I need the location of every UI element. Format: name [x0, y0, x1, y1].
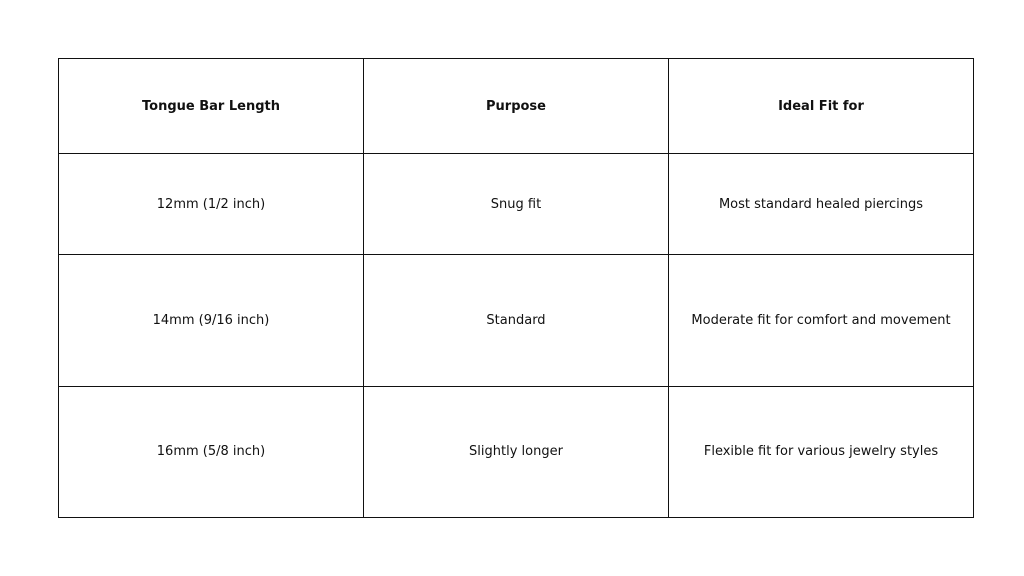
column-header-ideal-fit: Ideal Fit for: [669, 59, 974, 154]
tongue-bar-length-table: [58, 58, 974, 518]
cell-purpose: Standard: [364, 255, 669, 386]
cell-ideal-fit: Flexible fit for various jewelry styles: [669, 386, 974, 517]
table-header-row: [59, 59, 974, 154]
table-row: [59, 255, 974, 386]
table-row: [59, 386, 974, 517]
column-header-purpose: Purpose: [364, 59, 669, 154]
table-row: [59, 154, 974, 255]
cell-length: 16mm (5/8 inch): [59, 386, 364, 517]
cell-purpose: Snug fit: [364, 154, 669, 255]
column-header-length: Tongue Bar Length: [59, 59, 364, 154]
cell-ideal-fit: Most standard healed piercings: [669, 154, 974, 255]
cell-purpose: Slightly longer: [364, 386, 669, 517]
cell-length: 14mm (9/16 inch): [59, 255, 364, 386]
cell-ideal-fit: Moderate fit for comfort and movement: [669, 255, 974, 386]
cell-length: 12mm (1/2 inch): [59, 154, 364, 255]
